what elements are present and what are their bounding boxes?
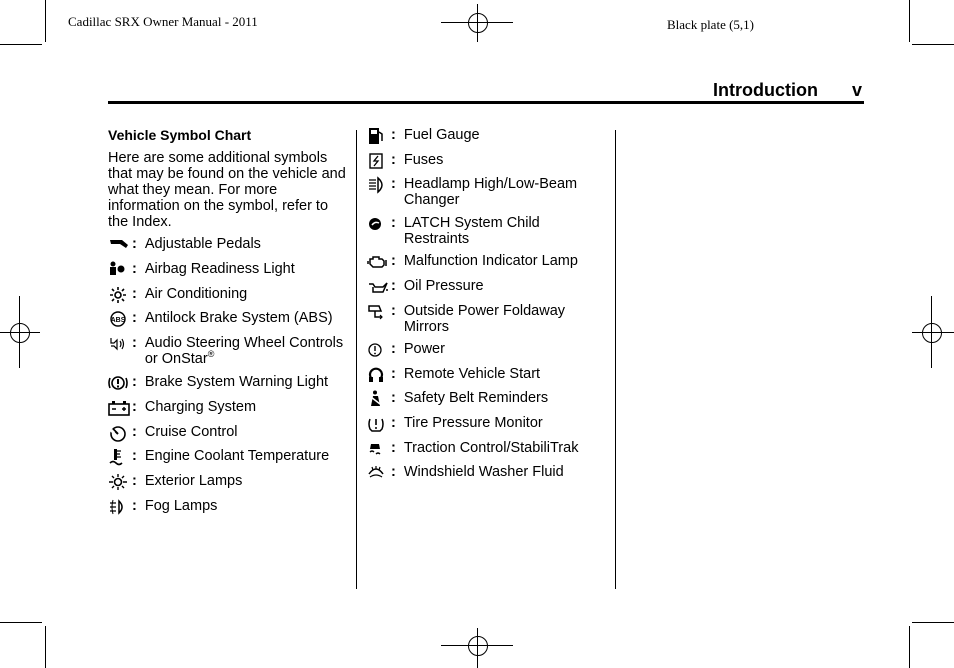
symbol-colon: : <box>391 176 396 193</box>
section-title: Introduction <box>713 80 818 100</box>
symbol-entry <box>367 253 607 271</box>
symbol-colon: : <box>391 214 396 231</box>
symbol-colon: : <box>391 127 396 143</box>
symbol-label: Remote Vehicle Start <box>403 365 541 382</box>
symbol-colon: : <box>132 373 137 390</box>
brake-warning-icon <box>108 374 130 392</box>
symbol-label: Outside Power Foldaway Mirrors <box>403 302 566 335</box>
symbol-colon: : <box>132 310 137 327</box>
symbol-label: Fuel Gauge <box>403 127 480 143</box>
symbol-entry <box>108 236 348 254</box>
symbol-entry <box>367 278 607 296</box>
symbol-text <box>404 152 607 168</box>
steering-audio-icon <box>108 335 130 353</box>
symbol-entry <box>367 415 607 433</box>
header-rule <box>108 101 864 104</box>
symbol-colon: : <box>132 260 137 277</box>
symbol-text <box>404 440 607 456</box>
symbol-text <box>404 415 607 431</box>
symbol-colon: : <box>391 439 396 456</box>
symbol-entry <box>367 390 607 408</box>
symbol-label: Adjustable Pedals <box>144 236 261 252</box>
symbol-text <box>404 176 607 208</box>
traction-icon <box>367 440 389 458</box>
symbol-entry <box>108 335 348 367</box>
symbol-entry <box>367 464 607 482</box>
symbol-entry <box>367 341 607 359</box>
symbol-entry <box>108 448 348 466</box>
symbol-entry <box>108 399 348 417</box>
symbol-label: Fog Lamps <box>144 497 218 514</box>
symbol-colon: : <box>391 151 396 168</box>
coolant-temp-icon <box>108 448 130 466</box>
symbol-entry <box>367 303 607 335</box>
symbol-text <box>404 366 607 382</box>
crop-mark <box>45 0 46 42</box>
symbol-label: Airbag Readiness Light <box>144 260 295 277</box>
symbol-label: Brake System Warning Light <box>144 373 329 390</box>
symbol-label: Charging System <box>144 398 257 415</box>
symbol-colon: : <box>132 497 137 514</box>
engine-icon <box>367 253 389 271</box>
symbol-colon: : <box>132 335 137 352</box>
registration-mark <box>441 628 513 668</box>
symbol-text <box>145 473 348 489</box>
symbol-colon: : <box>391 414 396 431</box>
symbol-text <box>404 215 607 247</box>
symbol-colon: : <box>132 423 137 440</box>
symbol-entry <box>367 152 607 170</box>
fan-icon <box>108 286 130 304</box>
symbol-text <box>404 390 607 406</box>
symbol-text <box>145 261 348 277</box>
symbol-text <box>404 341 607 357</box>
symbol-list <box>108 236 348 516</box>
manual-title: Cadillac SRX Owner Manual - 2011 <box>68 14 258 29</box>
symbol-entry <box>367 366 607 384</box>
symbol-entry <box>367 176 607 208</box>
chart-title: Vehicle Symbol Chart <box>108 127 252 143</box>
symbol-colon: : <box>132 285 137 302</box>
symbol-entry <box>108 374 348 392</box>
symbol-text <box>404 303 607 335</box>
symbol-label: Engine Coolant Temperature <box>144 448 330 465</box>
crop-mark <box>0 44 42 45</box>
washer-icon <box>367 464 389 482</box>
fog-lamp-icon <box>108 498 130 516</box>
registration-mark <box>441 4 513 44</box>
symbol-text <box>145 448 348 464</box>
symbol-colon: : <box>132 448 137 465</box>
page-number: v <box>851 80 862 100</box>
remote-start-icon <box>367 366 389 384</box>
symbol-label: Power <box>403 341 445 358</box>
symbol-label: Fuses <box>403 151 444 168</box>
symbol-entry <box>108 286 348 304</box>
oil-can-icon <box>367 278 389 296</box>
symbol-colon: : <box>391 302 396 319</box>
registration-mark <box>912 296 954 368</box>
symbol-list <box>367 127 607 482</box>
running-head <box>713 80 862 101</box>
fuse-icon <box>367 152 389 170</box>
symbol-colon: : <box>132 236 137 252</box>
pedal-icon <box>108 236 130 254</box>
column-left <box>108 127 348 523</box>
symbol-label: Air Conditioning <box>144 285 248 302</box>
symbol-label: LATCH System Child Restraints <box>403 214 540 247</box>
symbol-label: Audio Steering Wheel Controls or OnStar <box>144 335 344 368</box>
symbol-text <box>404 464 607 480</box>
exterior-lamp-icon <box>108 473 130 491</box>
svg-text:ABS: ABS <box>110 317 126 325</box>
symbol-text <box>145 498 348 514</box>
chart-intro: Here are some additional symbols that may be found on the vehicle and what they mean. For more information on the symbol, refer to the Index. <box>108 150 346 230</box>
column-divider <box>615 130 616 589</box>
crop-mark <box>0 622 42 623</box>
symbol-entry <box>108 310 348 328</box>
symbol-label: Malfunction Indicator Lamp <box>403 253 578 270</box>
symbol-entry <box>108 498 348 516</box>
mirror-icon <box>367 303 389 321</box>
symbol-colon: : <box>132 473 137 490</box>
abs-icon <box>108 310 130 328</box>
symbol-text <box>404 253 607 269</box>
child-seat-icon <box>367 215 389 233</box>
symbol-colon: : <box>391 253 396 270</box>
symbol-colon: : <box>391 390 396 407</box>
column-middle <box>367 127 607 489</box>
symbol-label: Windshield Washer Fluid <box>403 464 564 481</box>
symbol-label: Safety Belt Reminders <box>403 390 549 407</box>
plate-label: Black plate (5,1) <box>667 17 754 32</box>
symbol-entry <box>367 215 607 247</box>
symbol-colon: : <box>132 398 137 415</box>
symbol-text <box>145 335 348 367</box>
seatbelt-icon <box>367 390 389 408</box>
symbol-label: Traction Control/StabiliTrak <box>403 439 579 456</box>
column-divider <box>356 130 357 589</box>
symbol-entry <box>108 473 348 491</box>
symbol-text <box>145 310 348 326</box>
symbol-entry <box>367 440 607 458</box>
crop-mark <box>909 626 910 668</box>
symbol-label: Exterior Lamps <box>144 473 243 490</box>
symbol-label: Tire Pressure Monitor <box>403 414 543 431</box>
crop-mark <box>45 626 46 668</box>
symbol-colon: : <box>391 341 396 358</box>
symbol-entry <box>108 424 348 442</box>
symbol-colon: : <box>391 365 396 382</box>
battery-icon <box>108 399 130 417</box>
power-icon <box>367 341 389 359</box>
symbol-colon: : <box>391 464 396 481</box>
symbol-label: Oil Pressure <box>403 277 484 294</box>
registered-mark: ® <box>207 349 215 360</box>
crop-mark <box>909 0 910 42</box>
symbol-colon: : <box>391 277 396 294</box>
airbag-icon <box>108 261 130 279</box>
cruise-icon <box>108 424 130 442</box>
tire-pressure-icon <box>367 415 389 433</box>
fuel-pump-icon <box>367 127 389 145</box>
registration-mark <box>0 296 40 368</box>
headlamp-icon <box>367 176 389 194</box>
symbol-text <box>145 424 348 440</box>
symbol-entry <box>367 127 607 145</box>
crop-mark <box>912 622 954 623</box>
symbol-entry <box>108 261 348 279</box>
symbol-text <box>145 374 348 390</box>
symbol-text <box>145 236 348 252</box>
symbol-label: Headlamp High/Low-Beam Changer <box>403 176 578 209</box>
symbol-text <box>404 127 607 143</box>
symbol-text <box>404 278 607 294</box>
symbol-label: Cruise Control <box>144 423 238 440</box>
symbol-text <box>145 399 348 415</box>
crop-mark <box>912 44 954 45</box>
symbol-label: Antilock Brake System (ABS) <box>144 310 333 327</box>
symbol-text <box>145 286 348 302</box>
